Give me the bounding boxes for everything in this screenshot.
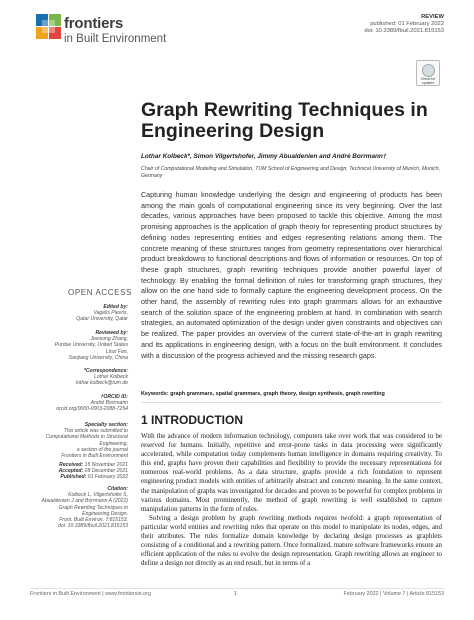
badge-label: Check for updates bbox=[420, 77, 436, 85]
reviewed-by-block bbox=[8, 330, 128, 361]
edited-by-label: Edited by: bbox=[103, 304, 128, 310]
citation-line: Engineering Design. bbox=[82, 510, 128, 517]
accepted-date: 28 December 2021 bbox=[84, 468, 128, 475]
introduction-body bbox=[141, 432, 442, 568]
citation-doi[interactable]: doi: 10.3389/fbuil.2021.815153 bbox=[58, 523, 128, 530]
orcid-link[interactable]: orcid.org/0000-0003-2088-7254 bbox=[56, 406, 128, 413]
specialty-line: Engineering, bbox=[99, 440, 128, 447]
reviewer-name: Linzi Fan, bbox=[105, 348, 128, 355]
keywords-list: graph grammars, spatial grammars, graph theory, design synthesis, graph rewriting bbox=[170, 391, 385, 397]
abstract: Capturing human knowledge underlying the design and engineering of products has been among the main goals of computational engineering since its very beginning. Over the last decades, various approaches have been proposed to tackle this objective. Among the most promising approaches is the application of graph theory for representing product structures by defining nodes representing entities and edges representing relations among them. The concrete meaning of these structures ranges from geometry representations over hierarchical product breakdowns to functional descriptions and flows of information or resources. On top of these graph structures, graph rewriting techniques provide another powerful layer of technology. By enabling the formal definition of rules for transforming graph structures, they allow on the one hand side to formally capture the engineering development process. On the other hand, the assembly of rewriting rules into graph grammars allows for an exhaustive search of the solution space of the engineering problem at hand. In combination with search strategies, an automated optimization of the design under given constraints and objectives can be realized. The paper provides an overview of the current state-of-the-art in graph rewriting and its applications in engineering design, with a focus on the built environment. It concludes with a discussion of the progress achieved and the missing research gaps. bbox=[141, 191, 442, 360]
citation-label: Citation: bbox=[107, 486, 128, 492]
orcid-label: †ORCID iD: bbox=[100, 394, 128, 400]
correspondent-name: Lothar Kolbeck bbox=[94, 374, 128, 381]
section-heading: 1 INTRODUCTION bbox=[141, 413, 243, 427]
specialty-line: Computational Methods in Structural bbox=[45, 434, 128, 441]
doi-link[interactable]: doi: 10.3389/fbuil.2021.815153 bbox=[364, 28, 444, 35]
correspondence-block bbox=[8, 368, 128, 387]
article-type: REVIEW bbox=[421, 14, 444, 20]
open-access-label: OPEN ACCESS bbox=[68, 288, 132, 297]
correspondent-email[interactable]: lothar.kolbeck@tum.de bbox=[76, 380, 128, 387]
editor-name: Vagelis Plevris, bbox=[93, 310, 128, 317]
reviewer-affiliation: Sanjiang University, China bbox=[68, 354, 128, 361]
published-label: Published: bbox=[60, 474, 87, 481]
article-meta bbox=[364, 14, 444, 36]
reviewed-by-label: Reviewed by: bbox=[95, 330, 128, 336]
orcid-name: André Borrmann bbox=[90, 400, 128, 407]
correspondence-label: *Correspondence: bbox=[83, 368, 128, 374]
specialty-line: a section of the journal bbox=[76, 446, 128, 453]
paragraph: With the advance of modern information technology, computers take over work that was considered to be reserved for humans. Initially, repetitive and error-prone tasks in data processing were significantly accelerated, while computation today complements human intelligence in domains requiring creativity. To this end, graphs have proven their capabilities and flexibility to provide the necessary representations for numerous real-world problems. As a data structure, graphs provide a rich foundation to represent engineering product models with entities of arbitrarily abstract and concrete meaning. In the same context, the manipulation of graphs was investigated for decades and proven to be powerful for complex problems in various domains. Most prominently, the method of graph rewriting is well established to capture manipulation patterns in the form of rules. bbox=[141, 432, 442, 513]
paragraph: Solving a design problem by graph rewriting methods requires twofold: a graph representation of particular world entities and rewriting rules that operate on this model to manipulate its nodes, edges, and their attributes. The rules formalize domain knowledge by declaring design processes as graphlets consisting of a conditional and a rewriting pattern. Once formalized, mature software frameworks ensure an efficient application of the rules to evolve the design representation. Graph rewriting allows an engineer to define a design not directly as an end result, but in terms of a bbox=[141, 513, 442, 568]
author-list: Lothar Kolbeck*, Simon Vilgertshofer, Jimmy Abualdenien and André Borrmann† bbox=[141, 153, 387, 160]
received-label: Received: bbox=[59, 462, 84, 468]
dates-block bbox=[8, 462, 128, 481]
footer-journal[interactable]: Frontiers in Built Environment | www.frontiersin.org bbox=[30, 591, 151, 597]
article-title: Graph Rewriting Techniques in Engineering Design bbox=[141, 99, 428, 142]
citation-line: Front. Built Environ. 7:815153. bbox=[59, 517, 128, 524]
keywords bbox=[141, 391, 442, 397]
journal-logo bbox=[36, 14, 246, 50]
footer-divider bbox=[30, 588, 444, 589]
update-icon bbox=[422, 64, 435, 77]
editor-affiliation: Qatar University, Qatar bbox=[76, 316, 128, 323]
published-date: published: 01 February 2022 bbox=[370, 21, 444, 28]
check-for-updates-badge[interactable] bbox=[416, 60, 440, 86]
specialty-label: Specialty section: bbox=[84, 422, 128, 428]
keywords-divider bbox=[141, 402, 442, 403]
specialty-line: This article was submitted to bbox=[63, 428, 128, 435]
reviewer-affiliation: Purdue University, United States bbox=[54, 342, 128, 349]
published-line bbox=[8, 474, 128, 480]
citation-line: Graph Rewriting Techniques in bbox=[58, 504, 128, 511]
page-number: 1 bbox=[234, 591, 237, 597]
affiliation: Chair of Computational Modeling and Simulation, TUM School of Engineering and Design, Technical University of Munich, Munich, Germany bbox=[141, 166, 441, 179]
citation-line: Abualdenien J and Borrmann A (2022) bbox=[41, 498, 128, 505]
received-date: 15 November 2021 bbox=[84, 462, 128, 468]
frontiers-logo-icon bbox=[36, 14, 62, 40]
journal-name: in Built Environment bbox=[64, 33, 167, 45]
orcid-block bbox=[8, 394, 128, 413]
citation-block bbox=[8, 486, 128, 529]
edited-by-block bbox=[8, 304, 128, 323]
published-date-side: 01 February 2022 bbox=[87, 474, 128, 481]
reviewer-name: Jiansong Zhang, bbox=[90, 336, 128, 343]
accepted-label: Accepted: bbox=[58, 468, 84, 475]
keywords-label: Keywords: bbox=[141, 391, 169, 397]
specialty-line: Frontiers in Built Environment bbox=[61, 453, 128, 460]
citation-line: Kolbeck L, Vilgertshofer S, bbox=[68, 492, 128, 499]
specialty-block bbox=[8, 422, 128, 459]
footer-volume: February 2022 | Volume 7 | Article 815153 bbox=[343, 591, 444, 597]
brand-name: frontiers bbox=[64, 15, 124, 32]
